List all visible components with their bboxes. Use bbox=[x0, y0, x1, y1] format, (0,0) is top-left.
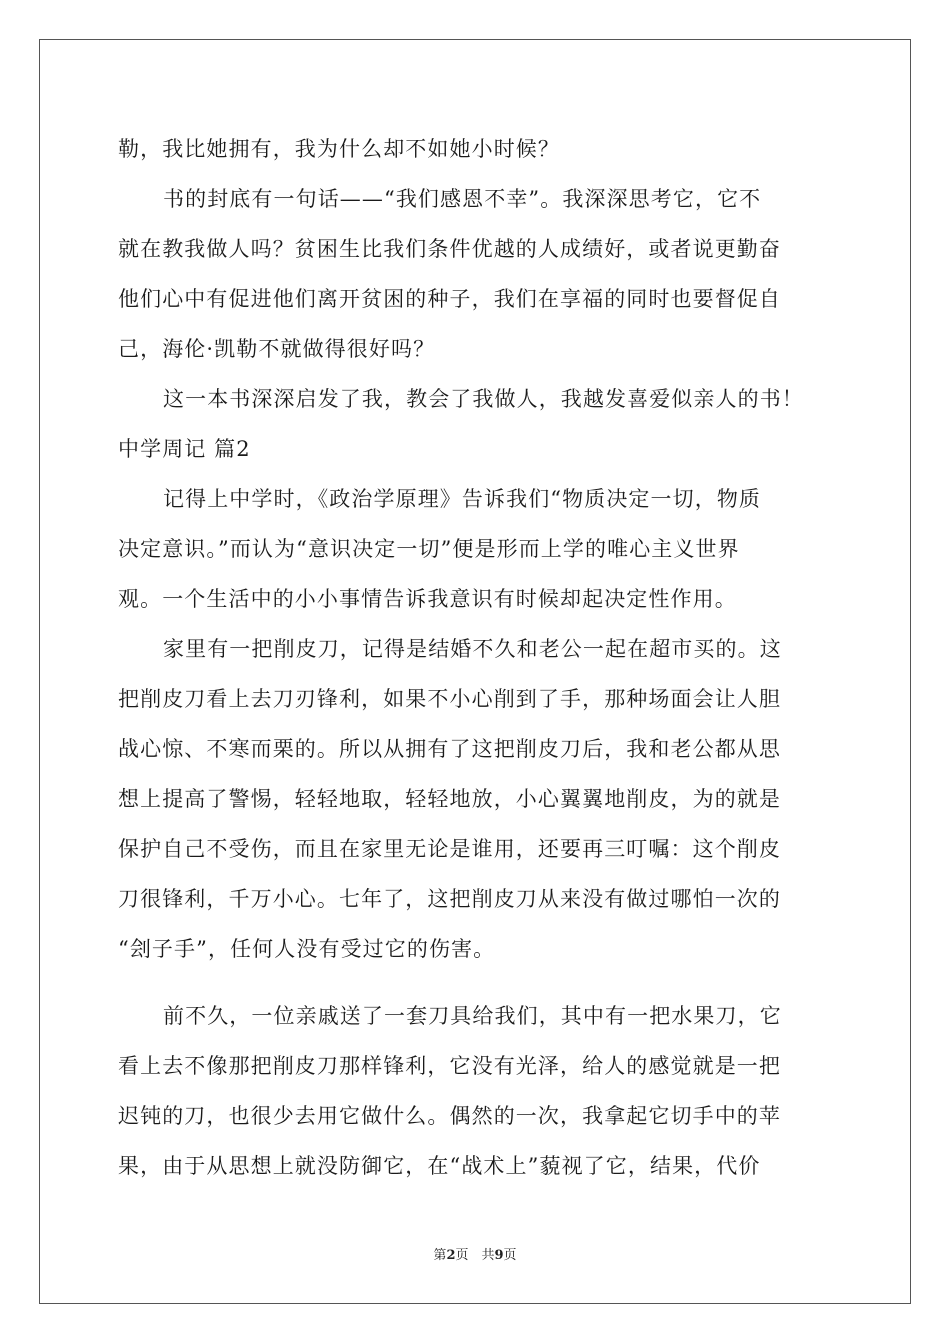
total-pages-number: 9 bbox=[494, 1248, 504, 1263]
text-line: 己，海伦·凯勒不就做得很好吗？ bbox=[118, 337, 436, 361]
text-line: 果，由于从思想上就没防御它，在“战术上”藐视了它，结果，代价 bbox=[118, 1154, 761, 1178]
current-page-number: 2 bbox=[446, 1248, 456, 1263]
text-line: 这一本书深深启发了我，教会了我做人，我越发喜爱似亲人的书！ bbox=[163, 387, 804, 411]
text-line: 家里有一把削皮刀，记得是结婚不久和老公一起在超市买的。这 bbox=[163, 637, 782, 661]
text-line: 就在教我做人吗？贫困生比我们条件优越的人成绩好，或者说更勤奋 bbox=[118, 237, 781, 261]
text-line: 书的封底有一句话——“我们感恩不幸”。我深深思考它，它不 bbox=[163, 187, 762, 211]
text-line: 勒，我比她拥有，我为什么却不如她小时候？ bbox=[118, 137, 560, 161]
page-mid: 页 共 bbox=[455, 1248, 495, 1263]
text-line: 他们心中有促进他们离开贫困的种子，我们在享福的同时也要督促自 bbox=[118, 287, 781, 311]
section-heading: 中学周记 篇2 bbox=[118, 437, 251, 461]
text-line: 想上提高了警惕，轻轻地取，轻轻地放，小心翼翼地削皮，为的就是 bbox=[118, 787, 781, 811]
text-line: 刀很锋利，千万小心。七年了，这把削皮刀从来没有做过哪怕一次的 bbox=[118, 887, 781, 911]
text-line: 保护自己不受伤，而且在家里无论是谁用，还要再三叮嘱：这个削皮 bbox=[118, 837, 781, 861]
text-line: 看上去不像那把削皮刀那样锋利，它没有光泽，给人的感觉就是一把 bbox=[118, 1054, 781, 1078]
text-line: 前不久，一位亲戚送了一套刀具给我们，其中有一把水果刀，它 bbox=[163, 1004, 782, 1028]
page-footer bbox=[0, 1247, 950, 1265]
text-line: 战心惊、不寒而栗的。所以从拥有了这把削皮刀后，我和老公都从思 bbox=[118, 737, 781, 761]
page-prefix: 第 bbox=[433, 1248, 447, 1263]
text-line: 记得上中学时，《政治学原理》告诉我们“物质决定一切，物质 bbox=[163, 487, 762, 511]
page-suffix: 页 bbox=[503, 1248, 517, 1263]
text-line: “刽子手”，任何人没有受过它的伤害。 bbox=[118, 937, 496, 961]
text-line: 把削皮刀看上去刀刃锋利，如果不小心削到了手，那种场面会让人胆 bbox=[118, 687, 781, 711]
text-line: 观。一个生活中的小小事情告诉我意识有时候却起决定性作用。 bbox=[118, 587, 737, 611]
text-line: 决定意识。”而认为“意识决定一切”便是形而上学的唯心主义世界 bbox=[118, 537, 740, 561]
text-line: 迟钝的刀，也很少去用它做什么。偶然的一次，我拿起它切手中的苹 bbox=[118, 1104, 781, 1128]
